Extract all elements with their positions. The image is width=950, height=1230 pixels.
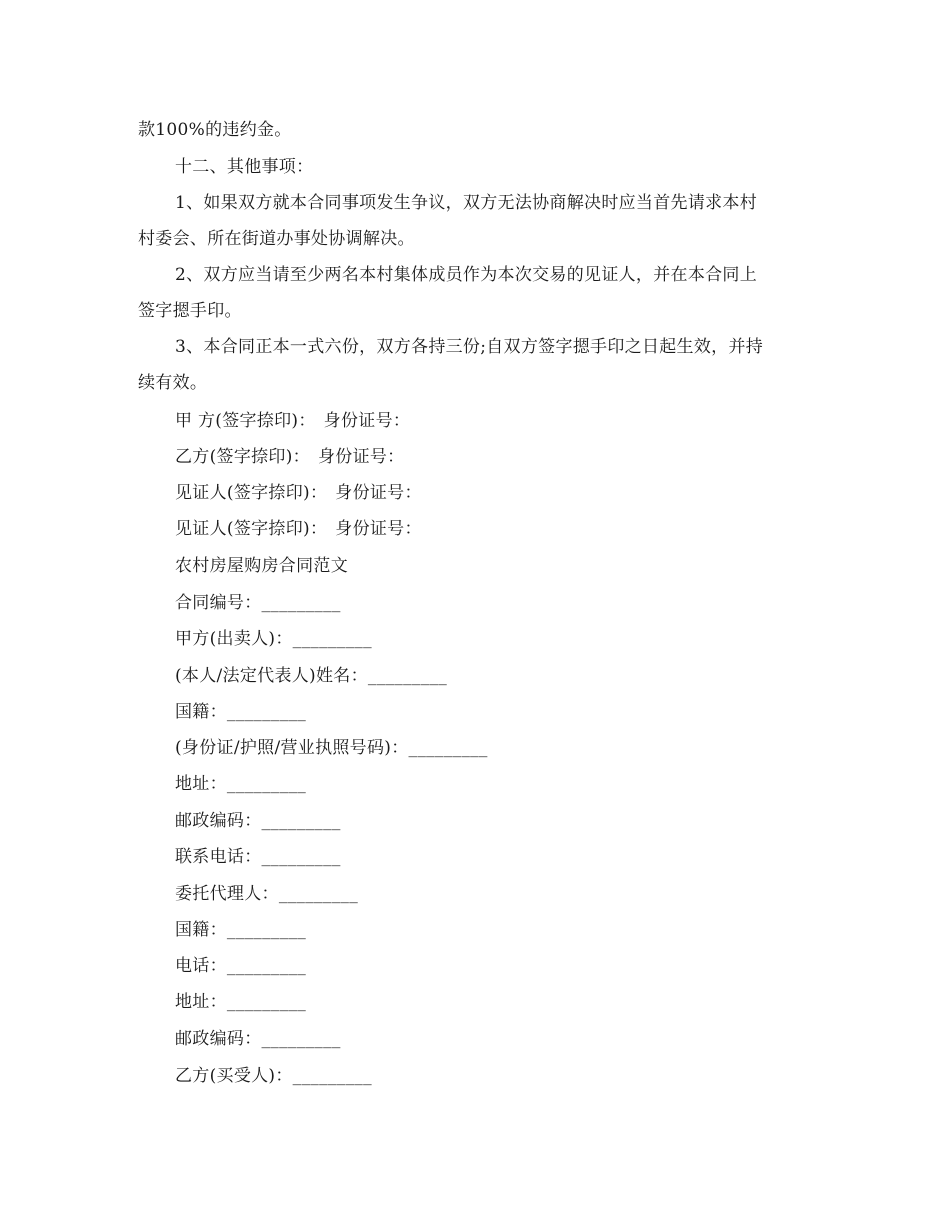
field-label: 乙方(买受人)： [175,1066,293,1086]
signature-label: 乙方(签字捺印)： [175,447,310,467]
fill-blank: _________ [261,593,341,613]
fill-blank: _________ [292,1066,372,1086]
field-label: (本人/法定代表人)姓名： [175,666,368,686]
section-title: 农村房屋购房合同范文 [175,556,348,576]
fill-blank: _________ [226,956,307,976]
fill-blank: _________ [408,738,488,758]
fill-blank: _________ [292,629,372,649]
field-agent-nationality [175,920,306,940]
field-address [175,774,306,794]
signature-label: 见证人(签字捺印)： [175,519,328,539]
fill-blank: _________ [261,1029,341,1049]
field-label: 联系电话： [175,847,262,867]
paragraph-continuation: 款100%的违约金。 [138,120,292,140]
field-label: 电话： [175,956,227,976]
clause-1-line-1: 1、如果双方就本合同事项发生争议，双方无法协商解决时应当首先请求本村 [175,193,758,213]
field-label: 国籍： [175,920,227,940]
signature-label: 见证人(签字捺印)： [175,483,328,503]
signature-label: 甲 方(签字捺印)： [175,411,316,431]
fill-blank: _________ [278,884,359,904]
clause-3-line-1: 3、本合同正本一式六份，双方各持三份;自双方签字摁手印之日起生效，并持 [175,337,764,357]
fill-blank: _________ [261,811,341,831]
field-label: 邮政编码： [175,1029,262,1049]
field-label: (身份证/护照/营业执照号码)： [175,738,409,758]
fill-blank: _________ [261,847,341,867]
signature-line-witness-1 [175,483,422,503]
fill-blank: _________ [367,666,448,686]
clause-3-line-2: 续有效。 [138,373,208,393]
field-postal-code [175,811,341,831]
id-number-label: 身份证号： [323,411,411,431]
field-id-number [175,738,488,758]
field-label: 地址： [175,992,227,1012]
signature-line-witness-2 [175,519,422,539]
field-agent-address [175,992,306,1012]
field-legal-rep-name [175,666,447,686]
clause-2-line-2: 签字摁手印。 [138,301,242,321]
field-agent [175,884,358,904]
clause-1-line-2: 村委会、所在街道办事处协调解决。 [138,229,415,249]
field-agent-postal-code [175,1029,341,1049]
field-nationality [175,702,306,722]
section-heading-other-matters: 十二、其他事项： [175,157,314,177]
clause-2-line-1: 2、双方应当请至少两名本村集体成员作为本次交易的见证人，并在本合同上 [175,265,758,285]
field-label: 地址： [175,774,227,794]
id-number-label: 身份证号： [335,483,422,503]
fill-blank: _________ [226,702,307,722]
fill-blank: _________ [226,774,307,794]
field-agent-phone [175,956,306,976]
field-label: 甲方(出卖人)： [175,629,293,649]
fill-blank: _________ [226,992,307,1012]
field-label: 邮政编码： [175,811,262,831]
id-number-label: 身份证号： [317,447,405,467]
id-number-label: 身份证号： [335,519,422,539]
field-label: 合同编号： [175,593,262,613]
field-contract-number [175,593,341,613]
field-label: 委托代理人： [175,884,279,904]
fill-blank: _________ [226,920,307,940]
signature-line-party-b [175,447,404,467]
signature-line-party-a [175,411,410,431]
field-buyer [175,1066,372,1086]
field-seller [175,629,372,649]
field-phone [175,847,341,867]
field-label: 国籍： [175,702,227,722]
